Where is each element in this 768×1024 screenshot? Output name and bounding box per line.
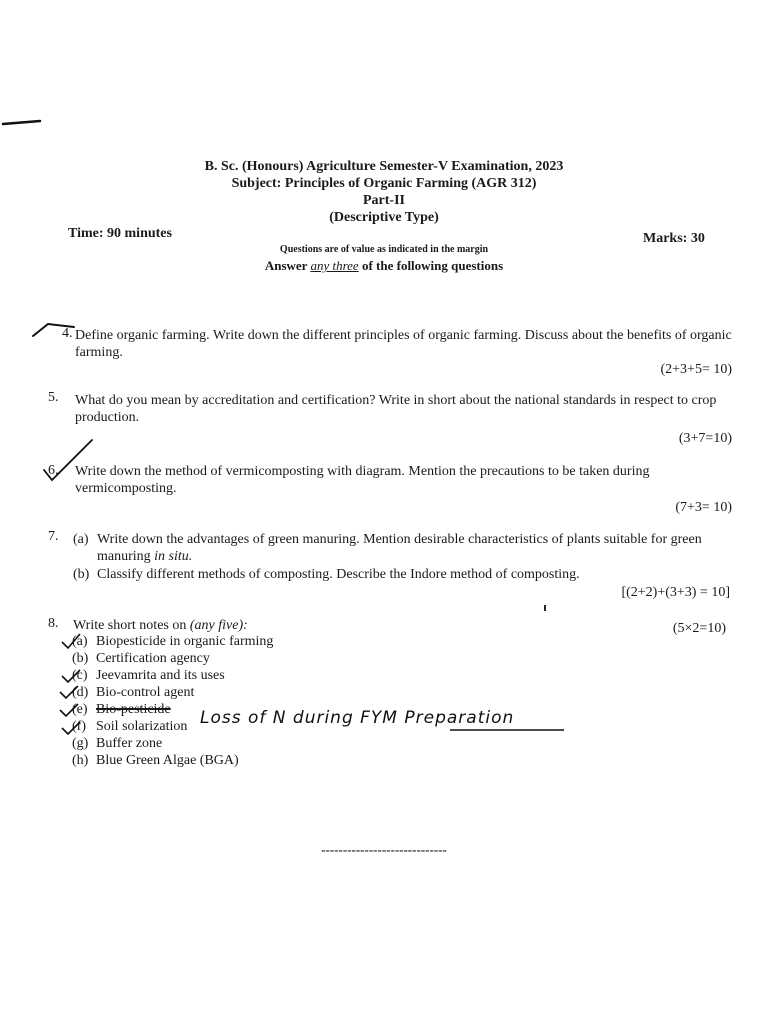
instruction-margin: Questions are of value as indicated in the margin xyxy=(279,244,489,255)
question-7a-label: (a) xyxy=(73,532,89,547)
question-8-intro xyxy=(73,617,248,634)
item-text: Biopesticide in organic farming xyxy=(96,634,274,649)
question-6-marks: (7+3= 10) xyxy=(675,500,732,515)
question-5-number: 5. xyxy=(48,390,59,405)
item-text-struck: Bio-pesticide xyxy=(96,702,171,717)
handwritten-note: Loss of N during FYM Preparation xyxy=(200,708,515,728)
question-8-number: 8. xyxy=(48,616,59,631)
item-text: Soil solarization xyxy=(96,719,188,734)
instruction-answer-post: of the following questions xyxy=(358,258,504,273)
marks-label: Marks: 30 xyxy=(643,231,705,246)
part-line: Part-II xyxy=(363,193,405,208)
item-label: (g) xyxy=(72,736,89,751)
exam-title: B. Sc. (Honours) Agriculture Semester-V Examination, 2023 xyxy=(204,159,564,174)
list-item-a xyxy=(72,634,273,650)
question-7-number: 7. xyxy=(48,529,59,544)
item-label: (f) xyxy=(72,719,86,734)
subject-line: Subject: Principles of Organic Farming (AGR 312) xyxy=(231,176,537,191)
item-label: (h) xyxy=(72,753,89,768)
question-8-intro-emph: (any five): xyxy=(189,618,248,633)
item-text: Blue Green Algae (BGA) xyxy=(96,753,239,768)
question-5-marks: (3+7=10) xyxy=(678,431,732,446)
item-label: (b) xyxy=(72,651,89,666)
question-5-text: What do you mean by accreditation and certification? Write in short about the national standards in respect to crop production. xyxy=(75,393,717,425)
question-7a-text xyxy=(97,531,733,565)
question-4-text: Define organic farming. Write down the different principles of organic farming. Discuss about the benefits of organic farming. xyxy=(75,328,732,360)
question-4-number: 4. xyxy=(62,326,73,341)
pen-stroke-mark xyxy=(0,115,50,129)
item-label: (a) xyxy=(72,634,88,649)
handwritten-underline xyxy=(448,727,568,733)
item-text: Certification agency xyxy=(96,651,210,666)
instruction-answer-emph: any three xyxy=(310,258,359,273)
item-label: (c) xyxy=(72,668,88,683)
instruction-answer xyxy=(0,258,768,274)
question-7a-body: Write down the advantages of green manuring. Mention desirable characteristics of plants suitable for green manuring xyxy=(97,532,702,564)
check-mark-q6 xyxy=(38,436,94,484)
item-text: Jeevamrita and its uses xyxy=(96,668,225,683)
item-text: Buffer zone xyxy=(96,736,163,751)
question-7b-text: Classify different methods of composting. Describe the Indore method of composting. xyxy=(97,567,580,582)
time-label: Time: 90 minutes xyxy=(68,226,172,241)
item-label: (d) xyxy=(72,685,89,700)
item-label: (e) xyxy=(72,702,88,717)
item-text: Bio-control agent xyxy=(96,685,195,700)
question-8-intro-text: Write short notes on xyxy=(73,618,187,633)
question-7b-label: (b) xyxy=(73,567,90,582)
instruction-answer-pre: Answer xyxy=(264,258,311,273)
list-item-h xyxy=(72,753,239,769)
question-8-marks: (5×2=10) xyxy=(672,621,726,636)
question-7-marks: [(2+2)+(3+3) = 10] xyxy=(621,585,730,600)
tick-marks-list xyxy=(58,630,98,740)
type-line: (Descriptive Type) xyxy=(329,210,439,225)
footer-rule: ----------------------------- xyxy=(321,842,447,857)
check-mark-q4 xyxy=(30,318,76,340)
question-6-number: 6. xyxy=(48,463,59,478)
ink-dot xyxy=(544,605,546,611)
question-7a-emph: in situ. xyxy=(154,549,193,564)
question-4-marks: (2+3+5= 10) xyxy=(660,362,732,377)
question-6-text: Write down the method of vermicomposting with diagram. Mention the precautions to be taken during vermicomposting. xyxy=(75,464,650,496)
